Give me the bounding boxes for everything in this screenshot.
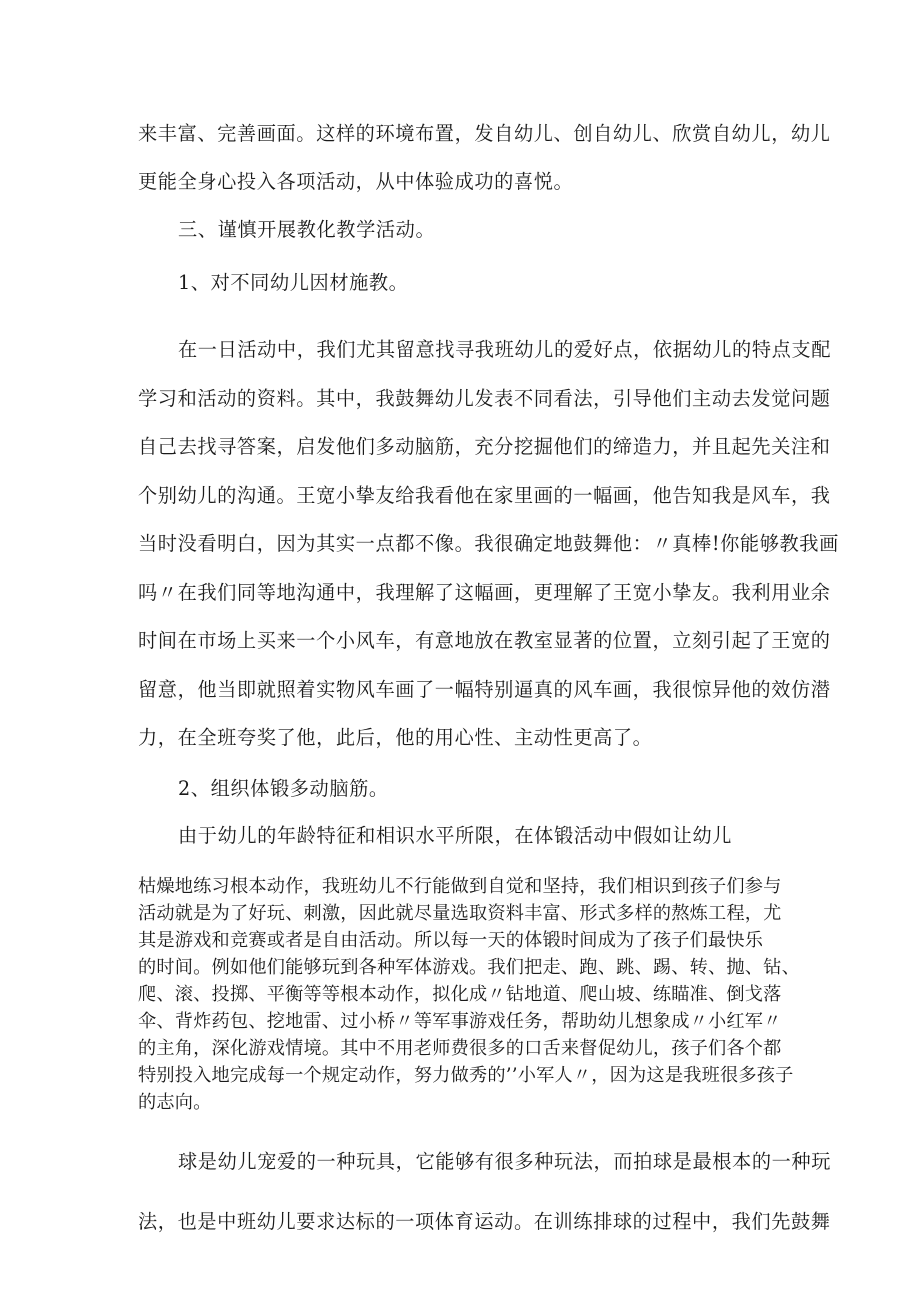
- paragraph-line: 吗〃在我们同等地沟通中，我理解了这幅画，更理解了王宽小挚友。我利用业余: [138, 581, 831, 604]
- paragraph-line: 来丰富、完善画面。这样的环境布置，发自幼儿、创自幼儿、欣赏自幼儿，幼儿: [138, 122, 831, 145]
- paragraph-line: 球是幼儿宠爱的一种玩具，它能够有很多种玩法，而拍球是最根本的一种玩: [178, 1150, 831, 1173]
- paragraph-line: 的时间。例如他们能够玩到各种军体游戏。我们把走、跑、跳、踢、转、抛、钻、: [138, 957, 800, 978]
- subsection-heading: 2、组织体锻多动脑筋。: [178, 777, 389, 800]
- paragraph-line: 的志向。: [138, 1092, 212, 1113]
- paragraph-line: 更能全身心投入各项活动，从中体验成功的喜悦。: [138, 170, 574, 193]
- subsection-heading: 1、对不同幼儿因材施教。: [178, 271, 409, 294]
- paragraph-line: 力，在全班夸奖了他，此后，他的用心性、主动性更高了。: [138, 726, 653, 749]
- paragraph-line: 特别投入地完成每一个规定动作，努力做秀的’’小军人〃，因为这是我班很多孩子: [138, 1065, 794, 1086]
- paragraph-line: 的主角，深化游戏情境。其中不用老师费很多的口舌来督促幼儿，孩子们各个都: [138, 1038, 782, 1059]
- paragraph-line: 其是游戏和竞赛或者是自由活动。所以每一天的体锻时间成为了孩子们最快乐: [138, 930, 764, 951]
- paragraph-line: 伞、背炸药包、挖地雷、过小桥〃等军事游戏任务，帮助幼儿想象成〃小红军〃: [138, 1011, 782, 1032]
- paragraph-line: 法，也是中班幼儿要求达标的一项体育运动。在训练排球的过程中，我们先鼓舞: [138, 1210, 831, 1233]
- paragraph-line: 爬、滚、投掷、平衡等等根本动作，拟化成〃钻地道、爬山坡、练瞄准、倒戈落: [138, 984, 782, 1005]
- paragraph-line: 由于幼儿的年龄特征和相识水平所限，在体锻活动中假如让幼儿: [178, 824, 733, 847]
- paragraph-line: 时间在市场上买来一个小风车，有意地放在教室显著的位置，立刻引起了王宽的: [138, 629, 831, 652]
- paragraph-line: 枯燥地练习根本动作，我班幼儿不行能做到自觉和坚持，我们相识到孩子们参与: [138, 876, 782, 897]
- paragraph-line: 自己去找寻答案，启发他们多动脑筋，充分挖掘他们的缔造力，并且起先关注和: [138, 435, 831, 458]
- paragraph-line: 学习和活动的资料。其中，我鼓舞幼儿发表不同看法，引导他们主动去发觉问题: [138, 387, 831, 410]
- paragraph-line: 当时没看明白，因为其实一点都不像。我很确定地鼓舞他：〃真棒!你能够教我画: [138, 532, 839, 555]
- paragraph-line: 在一日活动中，我们尤其留意找寻我班幼儿的爱好点，依据幼儿的特点支配: [178, 338, 831, 361]
- paragraph-line: 留意，他当即就照着实物风车画了一幅特别逼真的风车画，我很惊异他的效仿潜: [138, 678, 831, 701]
- paragraph-line: 活动就是为了好玩、刺激，因此就尽量选取资料丰富、形式多样的熬炼工程，尤: [138, 903, 782, 924]
- paragraph-line: 个别幼儿的沟通。王宽小挚友给我看他在家里画的一幅画，他告知我是风车，我: [138, 484, 831, 507]
- section-heading: 三、谨慎开展教化教学活动。: [178, 218, 436, 241]
